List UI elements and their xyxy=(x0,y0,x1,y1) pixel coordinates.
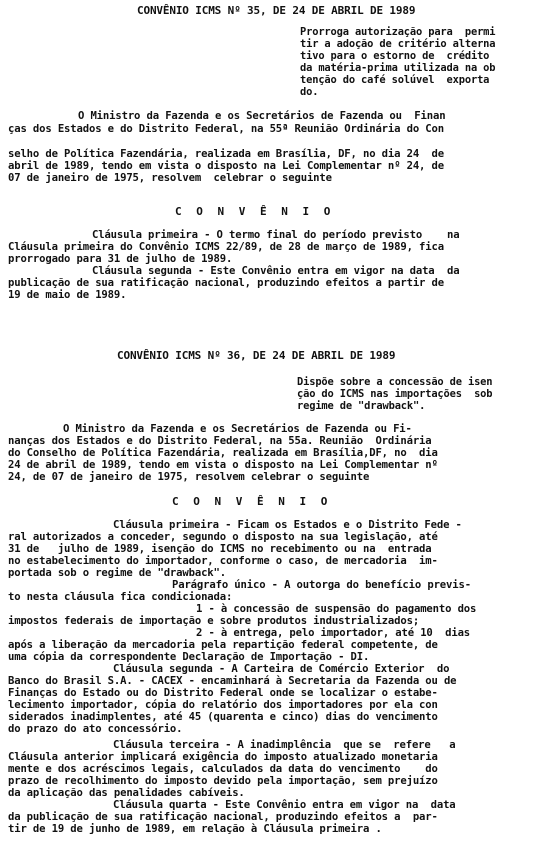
doc2-body-line: Finanças do Estado ou do Distrito Federal onde se localizar o estabe- xyxy=(8,687,438,699)
doc2-body-line: Parágrafo único - A outorga do benefício previs- xyxy=(172,579,471,591)
doc1-preamble-line: selho de Política Fazendária, realizada em Brasília, DF, no dia 24 de xyxy=(8,148,444,160)
doc2-body-line: da publicação de sua ratificação nacional, produzindo efeitos a par- xyxy=(8,811,438,823)
doc1-heading: C O N V Ê N I O xyxy=(175,205,335,218)
doc2-body-line: Banco do Brasil S.A. - CACEX - encaminhará à Secretaria da Fazenda ou de xyxy=(8,675,457,687)
doc2-ementa-line: Dispõe sobre a concessão de isen xyxy=(297,376,493,388)
doc2-body-line: ral autorizados a conceder, segundo o disposto na sua legislação, até xyxy=(8,531,438,543)
doc2-preamble-line: nanças dos Estados e do Distrito Federal, na 55a. Reunião Ordinária xyxy=(8,435,432,447)
doc2-body-line: após a liberação da mercadoria pela repartição federal competente, de xyxy=(8,639,438,651)
doc1-ementa-line: tenção do café solúvel exporta xyxy=(300,74,490,86)
doc2-body-line: mente e dos acréscimos legais, calculados da data do vencimento do xyxy=(8,763,438,775)
doc2-preamble-line: O Ministro da Fazenda e os Secretários de Fazenda ou Fi- xyxy=(63,423,412,435)
doc2-preamble-line: 24 de abril de 1989, tendo em vista o disposto na Lei Complementar nº xyxy=(8,459,438,471)
doc2-ementa-line: regime de "drawback". xyxy=(297,400,426,412)
doc1-body-line: Cláusula segunda - Este Convênio entra em vigor na data da xyxy=(92,265,460,277)
doc2-preamble-line: do Conselho de Política Fazendária, realizada em Brasília,DF, no dia xyxy=(8,447,438,459)
doc2-heading: C O N V Ê N I O xyxy=(172,495,332,508)
doc2-body-line: tir de 19 de junho de 1989, em relação à Cláusula primeira . xyxy=(8,823,382,835)
doc2-body-line: Cláusula quarta - Este Convênio entra em vigor na data xyxy=(113,799,456,811)
doc1-body-line: Cláusula primeira - O termo final do período previsto na xyxy=(92,229,460,241)
doc2-body-line: no estabelecimento do importador, conforme o caso, de mercadoria im- xyxy=(8,555,438,567)
doc2-body-line: to nesta cláusula fica condicionada: xyxy=(8,591,233,603)
doc1-ementa-line: tir a adoção de critério alterna xyxy=(300,38,496,50)
doc2-body-line: prazo de recolhimento do imposto devido pela importação, sem prejuízo xyxy=(8,775,438,787)
doc2-body-line: 2 - à entrega, pelo importador, até 10 dias xyxy=(196,627,471,639)
doc1-body-line: publicação de sua ratificação nacional, produzindo efeitos a partir de xyxy=(8,277,444,289)
doc2-body-line: uma cópia da correspondente Declaração de Importação - DI. xyxy=(8,651,370,663)
doc2-preamble-line: 24, de 07 de janeiro de 1975, resolvem celebrar o seguinte xyxy=(8,471,370,483)
doc1-ementa-line: da matéria-prima utilizada na ob xyxy=(300,62,496,74)
doc2-body-line: siderados inadimplentes, até 45 (quarenta e cinco) dias do vencimento xyxy=(8,711,438,723)
doc2-body-line: da aplicação das penalidades cabíveis. xyxy=(8,787,245,799)
doc2-body-line: do prazo do ato concessório. xyxy=(8,723,183,735)
doc2-body-line: 31 de julho de 1989, isenção do ICMS no recebimento ou na entrada xyxy=(8,543,432,555)
doc1-ementa-line: do. xyxy=(300,86,319,98)
doc1-title: CONVÊNIO ICMS Nº 35, DE 24 DE ABRIL DE 1989 xyxy=(137,4,416,17)
doc1-body-line: Cláusula primeira do Convênio ICMS 22/89, de 28 de março de 1989, fica xyxy=(8,241,444,253)
doc1-preamble-line: abril de 1989, tendo em vista o disposto na Lei Complementar nº 24, de xyxy=(8,160,444,172)
doc2-body-line: portada sob o regime de "drawback". xyxy=(8,567,226,579)
doc1-preamble-line: 07 de janeiro de 1975, resolvem celebrar o seguinte xyxy=(8,172,332,184)
doc1-body-line: prorrogado para 31 de julho de 1989. xyxy=(8,253,233,265)
doc1-ementa-line: Prorroga autorização para permi xyxy=(300,26,496,38)
doc1-ementa-line: tivo para o estorno de crédito xyxy=(300,50,490,62)
doc2-body-line: Cláusula anterior implicará exigência do imposto atualizado monetaria xyxy=(8,751,438,763)
doc2-body-line: 1 - à concessão de suspensão do pagamento dos xyxy=(196,603,477,615)
doc2-body-line: Cláusula primeira - Ficam os Estados e o Distrito Fede - xyxy=(113,519,462,531)
doc2-body-line: lecimento importador, cópia do relatório dos importadores por ela con xyxy=(8,699,438,711)
doc2-ementa-line: ção do ICMS nas importações sob xyxy=(297,388,493,400)
doc2-body-line: Cláusula segunda - A Carteira de Comércio Exterior do xyxy=(113,663,450,675)
doc2-title: CONVÊNIO ICMS Nº 36, DE 24 DE ABRIL DE 1989 xyxy=(117,349,396,362)
doc1-preamble-line: O Ministro da Fazenda e os Secretários de Fazenda ou Finan xyxy=(78,110,446,122)
doc1-preamble-line: ças dos Estados e do Distrito Federal, na 55ª Reunião Ordinária do Con xyxy=(8,123,444,135)
doc2-body-line: Cláusula terceira - A inadimplência que se refere a xyxy=(113,739,456,751)
doc1-body-line: 19 de maio de 1989. xyxy=(8,289,127,301)
doc2-body-line: impostos federais de importação e sobre produtos industrializados; xyxy=(8,615,420,627)
